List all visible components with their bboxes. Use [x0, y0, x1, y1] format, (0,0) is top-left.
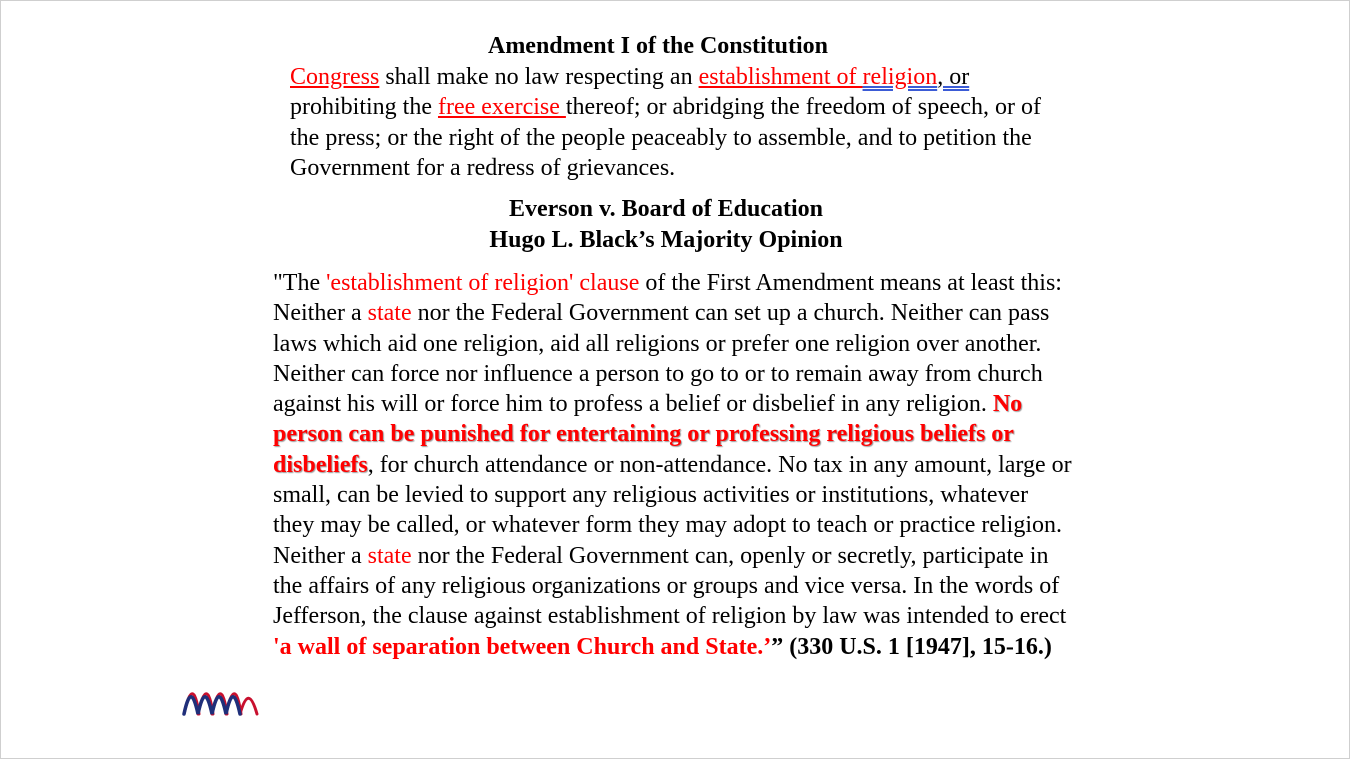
citation: (330 U.S. 1 [1947], 15-16.)	[789, 633, 1052, 660]
quote-segment: nor the Federal Government can set up a church. Neither can pass laws which aid one religion, aid all religions or prefer one religion over another. Neither can force nor influence a person to go to or to remain away from church against his will or force him to profess a belief or disbelief in any religion.	[273, 300, 1050, 418]
quote-segment: , for church attendance or non-attendance. No tax in any amount, large or small, can be levied to support any religious activities or institutions, whatever they may be called, or whatever form they may adopt to teach or practice religion. Neither a	[273, 451, 1072, 569]
quote-segment: "The	[273, 270, 327, 296]
amendment-segment: shall make no law respecting an	[379, 64, 699, 90]
amendment-rest: thereof; or abridging the freedom of speech, or of the press; or the right of the people peaceably to assemble, and to petition the Government for a redress of grievances.	[290, 94, 1042, 181]
quote-segment: nor the Federal Government can, openly or secretly, participate in the affairs of any religious organizations or groups and vice versa. In the words of Jefferson, the clause against establishment of religion by law was intended to erect	[273, 542, 1067, 630]
state-word: state	[367, 300, 412, 327]
congress-link: Congress	[290, 64, 380, 90]
religion-word: religion	[862, 64, 938, 90]
opinion-heading	[290, 194, 1042, 256]
amendment-title: Amendment I of the Constitution	[487, 33, 828, 59]
clause-phrase: 'establishment of religion' clause	[326, 270, 640, 296]
quote-segment: of the First Amendment means at least this: Neither a	[273, 270, 1062, 327]
quote-close: ”	[771, 633, 790, 660]
case-title: Everson v. Board of Education	[508, 196, 824, 222]
opinion-quote	[273, 268, 1073, 662]
emphasis-phrase: No person can be punished for entertaining or professing religious beliefs or disbeliefs	[273, 391, 1023, 478]
amendment-text	[290, 62, 1050, 183]
opinion-author: Hugo L. Black’s Majority Opinion	[489, 227, 843, 253]
free-exercise-phrase: free exercise	[437, 94, 566, 121]
wall-of-separation-phrase: 'a wall of separation between Church and State.’	[273, 633, 772, 660]
comma-or: , or	[937, 64, 970, 90]
amendment-segment: prohibiting the	[290, 94, 438, 121]
establishment-phrase: establishment of	[698, 64, 863, 90]
wave-logo-icon	[181, 683, 261, 719]
state-word: state	[367, 542, 412, 569]
